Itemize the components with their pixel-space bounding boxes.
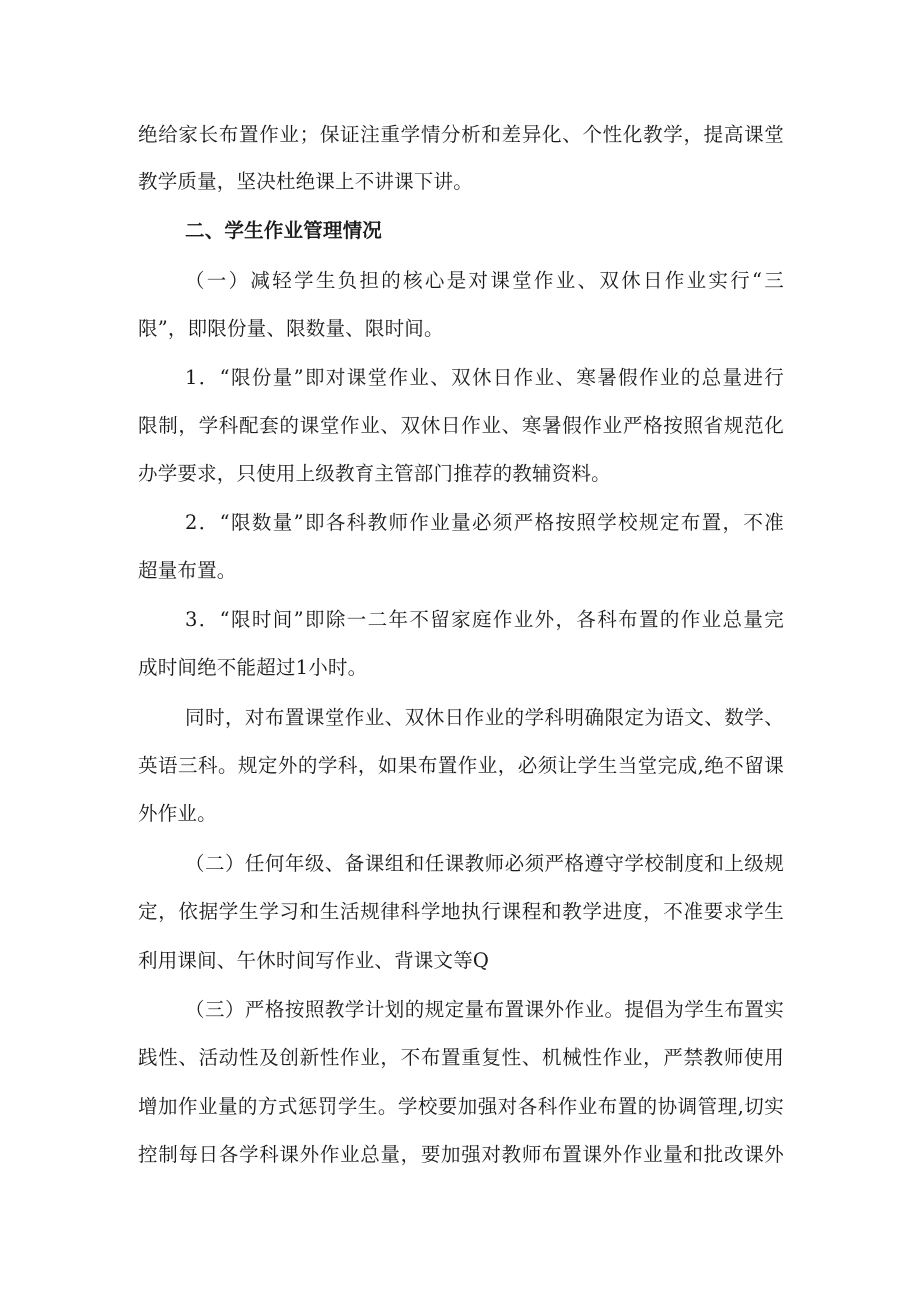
paragraph-line: 践性、活动性及创新性作业，不布置重复性、机械性作业，严禁教师使用 — [138, 1046, 784, 1069]
paragraph-line: 绝给家长布置作业；保证注重学情分析和差异化、个性化教学，提高课堂 — [138, 123, 784, 146]
paragraph-line: 3．“限时间”即除一二年不留家庭作业外，各科布置的作业总量完 — [185, 608, 784, 631]
paragraph-line: 教学质量，坚决杜绝课上不讲课下讲。 — [138, 170, 473, 193]
paragraph-line: （二）任何年级、备课组和任课教师必须严格遵守学校制度和上级规 — [185, 852, 784, 875]
section-heading: 二、学生作业管理情况 — [185, 219, 383, 242]
paragraph-line: 增加作业量的方式惩罚学生。学校要加强对各科作业布置的协调管理,切实 — [138, 1095, 784, 1118]
paragraph-line: 定，依据学生学习和生活规律科学地执行课程和教学进度，不准要求学生 — [138, 900, 784, 923]
paragraph-line: 办学要求，只使用上级教育主管部门推荐的教辅资料。 — [138, 462, 611, 485]
paragraph-line: 外作业。 — [138, 802, 217, 825]
paragraph-line: 英语三科。规定外的学科，如果布置作业，必须让学生当堂完成,绝不留课 — [138, 754, 784, 777]
paragraph-line: 超量布置。 — [138, 559, 237, 582]
paragraph-line: （一）减轻学生负担的核心是对课堂作业、双休日作业实行“三 — [185, 269, 784, 292]
paragraph-line: （三）严格按照教学计划的规定量布置课外作业。提倡为学生布置实 — [185, 998, 784, 1021]
paragraph-line: 限制，学科配套的课堂作业、双休日作业、寒暑假作业严格按照省规范化 — [138, 414, 784, 437]
paragraph-line: 限”，即限份量、限数量、限时间。 — [138, 317, 444, 340]
paragraph-line: 1．“限份量”即对课堂作业、双休日作业、寒暑假作业的总量进行 — [185, 366, 784, 389]
paragraph-line: 成时间绝不能超过1小时。 — [138, 656, 368, 679]
paragraph-line: 同时，对布置课堂作业、双休日作业的学科明确限定为语文、数学、 — [185, 706, 784, 729]
paragraph-line: 2．“限数量”即各科教师作业量必须严格按照学校规定布置，不准 — [185, 511, 784, 534]
paragraph-line: 控制每日各学科课外作业总量，要加强对教师布置课外作业量和批改课外 — [138, 1143, 784, 1166]
paragraph-line: 利用课间、午休时间写作业、背课文等Q — [138, 949, 490, 972]
